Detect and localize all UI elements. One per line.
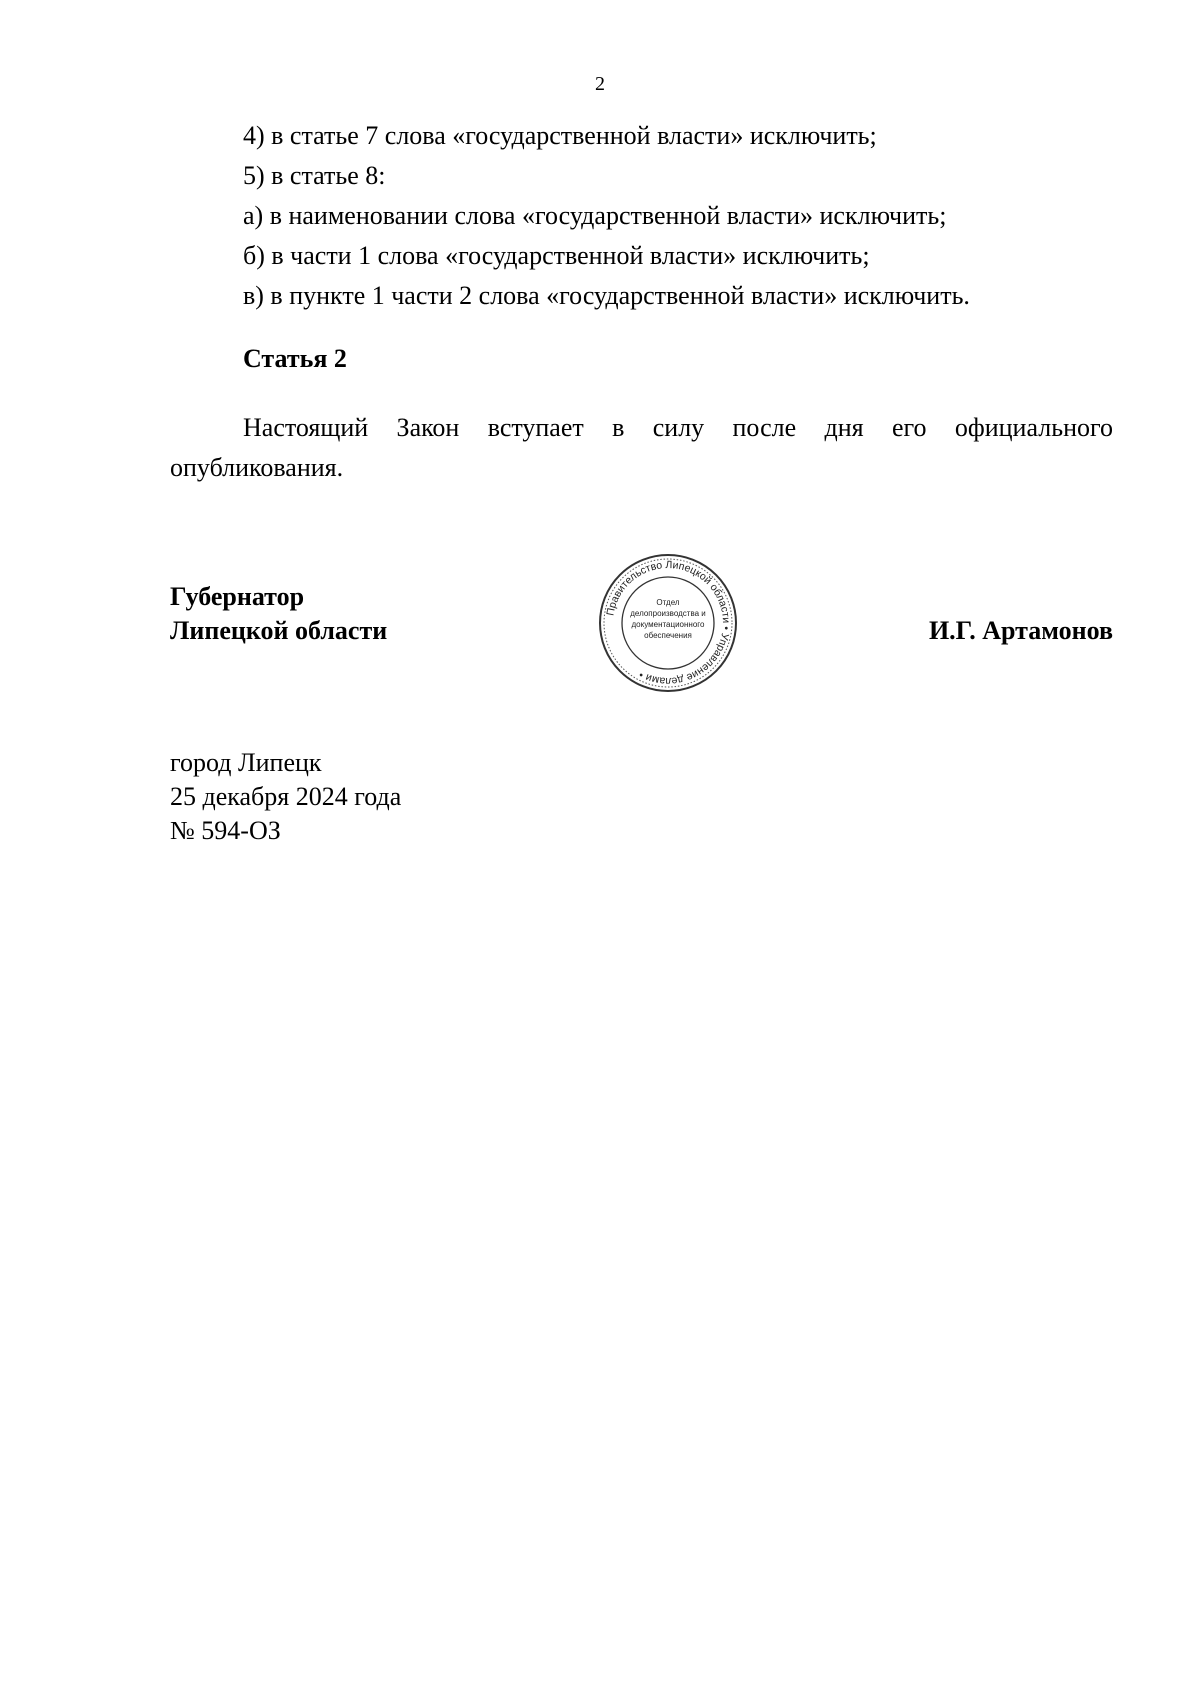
amendment-item: а) в наименовании слова «государственной власти» исключить; bbox=[243, 201, 947, 230]
amendment-item: в) в пункте 1 части 2 слова «государственной власти» исключить. bbox=[243, 281, 970, 310]
seal-inner-line: делопроизводства и bbox=[630, 609, 706, 618]
signatory-name: И.Г. Артамонов bbox=[928, 616, 1113, 645]
article-body: Настоящий Закон вступает в силу после дня его официального опубликования. bbox=[170, 413, 1113, 482]
amendment-item: б) в части 1 слова «государственной власти» исключить; bbox=[243, 241, 870, 270]
amendment-item: 5) в статье 8: bbox=[243, 161, 386, 190]
official-seal-stamp bbox=[598, 553, 738, 693]
seal-inner-line: Отдел bbox=[656, 598, 680, 607]
amendments-list bbox=[243, 116, 970, 316]
seal-inner-line: документационного bbox=[631, 620, 705, 629]
document-number: № 594-ОЗ bbox=[170, 816, 281, 845]
signature-title-line1: Губернатор bbox=[170, 582, 305, 611]
signature-title-line2: Липецкой области bbox=[170, 616, 388, 645]
page-number: 2 bbox=[595, 73, 605, 95]
seal-inner-line: обеспечения bbox=[644, 631, 692, 640]
signature-title bbox=[170, 580, 387, 648]
city: город Липецк bbox=[170, 748, 322, 777]
seal-outer-text: Правительство Липецкой области • Управление делами • bbox=[604, 558, 733, 688]
article-heading: Статья 2 bbox=[243, 344, 347, 373]
place-date-block bbox=[170, 746, 401, 848]
date: 25 декабря 2024 года bbox=[170, 782, 402, 811]
amendment-item: 4) в статье 7 слова «государственной власти» исключить; bbox=[243, 121, 877, 150]
